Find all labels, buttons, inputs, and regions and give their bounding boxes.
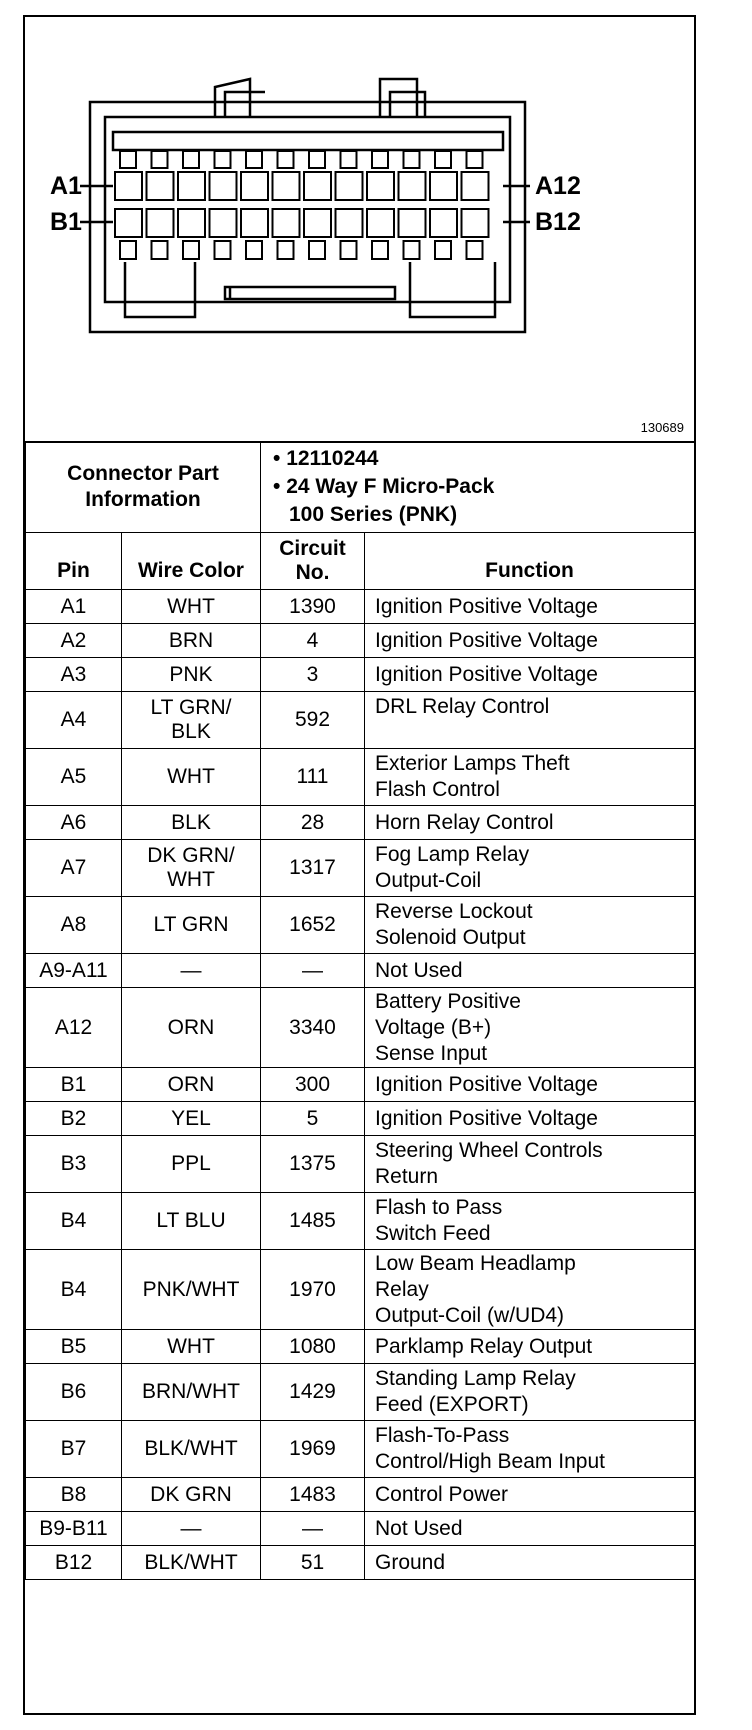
cavity-latch-top (152, 151, 168, 168)
function-cell (365, 1250, 695, 1330)
function-line: Battery Positive (375, 989, 521, 1013)
cavity-a (210, 172, 237, 200)
cavity-latch-top (246, 151, 262, 168)
cavity-a (304, 172, 331, 200)
cavity-latch-bottom (467, 241, 483, 259)
pin-cell: A7 (26, 840, 122, 897)
cavity-a (147, 172, 174, 200)
function-line: Low Beam Headlamp (375, 1251, 576, 1275)
table-row (26, 840, 695, 897)
table-row (26, 1364, 695, 1421)
cavity-a (336, 172, 363, 200)
cavity-latch-bottom (372, 241, 388, 259)
function-line: Feed (EXPORT) (375, 1393, 529, 1416)
function-line: DRL Relay Control (375, 695, 550, 718)
cavity-a (241, 172, 268, 200)
circuit-cell: 1970 (261, 1250, 365, 1330)
function-line: Fog Lamp Relay (375, 843, 530, 866)
wire-color-cell (122, 692, 261, 749)
function-line: Not Used (375, 958, 463, 982)
table-row (26, 988, 695, 1068)
wire-color-line: BLK/WHT (144, 1550, 238, 1574)
function-cell (365, 1364, 695, 1421)
function-line: Output-Coil (375, 869, 482, 892)
cavity-latch-top (341, 151, 357, 168)
circuit-cell: 3340 (261, 988, 365, 1068)
cavity-latch-bottom (215, 241, 231, 259)
function-line: Relay (375, 1277, 429, 1301)
pinout-table (25, 441, 695, 1580)
connector-figure (25, 17, 694, 443)
function-cell (365, 806, 695, 840)
pin-cell: B2 (26, 1102, 122, 1136)
table-row (26, 692, 695, 749)
cavity-b (430, 209, 457, 237)
cavity-b (273, 209, 300, 237)
function-cell (365, 840, 695, 897)
wire-color-line: BLK (171, 810, 211, 834)
table-row (26, 954, 695, 988)
function-line: Control Power (375, 1482, 509, 1506)
header-wire-color: Wire Color (122, 533, 261, 590)
table-row (26, 1512, 695, 1546)
function-cell (365, 692, 695, 749)
function-line: Ignition Positive Voltage (375, 594, 598, 618)
wire-color-line: ORN (167, 1072, 215, 1096)
table-row (26, 1478, 695, 1512)
cavity-latch-top (435, 151, 451, 168)
table-row (26, 1421, 695, 1478)
cavity-latch-bottom (404, 241, 420, 259)
pin-cell: B7 (26, 1421, 122, 1478)
function-cell (365, 1136, 695, 1193)
cavity-b (367, 209, 394, 237)
function-line: Ignition Positive Voltage (375, 628, 598, 652)
wire-color-cell (122, 1136, 261, 1193)
pin-cell: B1 (26, 1068, 122, 1102)
circuit-cell: 300 (261, 1068, 365, 1102)
cavity-a (399, 172, 426, 200)
circuit-cell: 1317 (261, 840, 365, 897)
cavity-b (115, 209, 142, 237)
wire-color-line: WHT (167, 1334, 215, 1358)
wire-color-line: BRN/WHT (142, 1380, 240, 1403)
label-a1: A1 (50, 172, 82, 200)
function-line: Voltage (B+) (375, 1015, 492, 1039)
cavity-a (178, 172, 205, 200)
table-row (26, 1136, 695, 1193)
circuit-cell: 1080 (261, 1330, 365, 1364)
function-line: Ignition Positive Voltage (375, 662, 598, 686)
table-row (26, 897, 695, 954)
circuit-cell: 3 (261, 658, 365, 692)
cavity-b (241, 209, 268, 237)
cavity-a (367, 172, 394, 200)
function-line: Not Used (375, 1516, 463, 1540)
pin-cell: A8 (26, 897, 122, 954)
cavity-latch-top (278, 151, 294, 168)
wire-color-cell (122, 624, 261, 658)
header-circuit-line1: Circuit (279, 537, 346, 560)
cavity-latch-bottom (246, 241, 262, 259)
function-cell (365, 954, 695, 988)
function-line: Ground (375, 1550, 446, 1574)
label-b12: B12 (535, 208, 581, 236)
wire-color-line: PPL (171, 1152, 211, 1175)
connector-info-details (261, 442, 695, 533)
cavity-latch-bottom (120, 241, 136, 259)
function-cell (365, 1421, 695, 1478)
cavity-latch-bottom (183, 241, 199, 259)
pin-cell: A4 (26, 692, 122, 749)
cavity-latch-bottom (152, 241, 168, 259)
function-line: Ignition Positive Voltage (375, 1106, 598, 1130)
function-cell (365, 1546, 695, 1580)
function-line: Flash Control (375, 778, 500, 801)
table-header-row (26, 533, 695, 590)
pin-cell: B4 (26, 1250, 122, 1330)
wire-color-cell (122, 1068, 261, 1102)
function-line: Exterior Lamps Theft (375, 752, 570, 775)
table-row (26, 1068, 695, 1102)
function-line: Parklamp Relay Output (375, 1334, 593, 1358)
connector-info-row (26, 442, 695, 533)
wire-color-cell (122, 988, 261, 1068)
wire-color-line: WHT (167, 594, 215, 618)
wire-color-cell (122, 1330, 261, 1364)
part-number: 12110244 (286, 447, 379, 470)
cavity-latch-top (183, 151, 199, 168)
wire-color-cell (122, 806, 261, 840)
pin-cell: B4 (26, 1193, 122, 1250)
table-row (26, 749, 695, 806)
bullet-icon: • (273, 447, 281, 470)
cavity-latch-top (215, 151, 231, 168)
function-line: Steering Wheel Controls (375, 1139, 603, 1162)
function-line: Ignition Positive Voltage (375, 1072, 598, 1096)
circuit-cell: — (261, 1512, 365, 1546)
cavity-b (210, 209, 237, 237)
pin-cell: A9-A11 (26, 954, 122, 988)
cavity-a (462, 172, 489, 200)
figure-number: 130689 (640, 420, 684, 435)
pin-cell: B3 (26, 1136, 122, 1193)
table-row (26, 806, 695, 840)
label-a12: A12 (535, 172, 581, 200)
wire-color-cell (122, 1364, 261, 1421)
cavity-b (147, 209, 174, 237)
pin-cell: B5 (26, 1330, 122, 1364)
connector-info-title-cell (26, 442, 261, 533)
function-cell (365, 624, 695, 658)
connector-description-line2: 100 Series (PNK) (289, 503, 458, 526)
circuit-cell: 1485 (261, 1193, 365, 1250)
circuit-cell: 111 (261, 749, 365, 806)
table-row (26, 1193, 695, 1250)
function-line: Reverse Lockout (375, 900, 533, 923)
connector-face-diagram (25, 17, 694, 441)
function-cell (365, 749, 695, 806)
cavity-latch-bottom (435, 241, 451, 259)
table-row (26, 1546, 695, 1580)
wire-color-line: BRN (168, 628, 214, 652)
table-row (26, 1250, 695, 1330)
table-row (26, 590, 695, 624)
cavity-latch-top (467, 151, 483, 168)
circuit-cell: 1390 (261, 590, 365, 624)
pin-cell: B9-B11 (26, 1512, 122, 1546)
function-line: Control/High Beam Input (375, 1450, 605, 1473)
wire-color-cell (122, 840, 261, 897)
wire-color-cell (122, 590, 261, 624)
circuit-cell: 1429 (261, 1364, 365, 1421)
cavity-b (336, 209, 363, 237)
wire-color-line: YEL (171, 1106, 211, 1130)
pin-cell: A3 (26, 658, 122, 692)
wire-color-cell (122, 1512, 261, 1546)
wire-color-line: DK GRN/ (147, 844, 235, 867)
header-function: Function (365, 533, 695, 590)
function-line: Solenoid Output (375, 926, 526, 949)
function-line: Sense Input (375, 1041, 488, 1065)
header-pin: Pin (26, 533, 122, 590)
wire-color-line: WHT (167, 765, 215, 788)
wire-color-line: — (180, 1516, 202, 1540)
circuit-cell: 1483 (261, 1478, 365, 1512)
function-cell (365, 1068, 695, 1102)
cavity-b (178, 209, 205, 237)
bullet-icon: • (273, 475, 281, 498)
pin-cell: A5 (26, 749, 122, 806)
connector-sheet (23, 15, 696, 1715)
function-cell (365, 897, 695, 954)
wire-color-line: LT GRN (153, 913, 229, 936)
pin-cell: A6 (26, 806, 122, 840)
wire-color-cell (122, 1102, 261, 1136)
wire-color-cell (122, 1250, 261, 1330)
function-cell (365, 1102, 695, 1136)
function-line: Flash-To-Pass (375, 1424, 510, 1447)
function-line (375, 720, 694, 746)
header-circuit-line2: No. (295, 561, 330, 584)
wire-color-line: PNK (169, 662, 213, 686)
connector-info-title-line2: Information (85, 488, 201, 511)
wire-color-cell (122, 749, 261, 806)
pin-cell: B8 (26, 1478, 122, 1512)
circuit-cell: 592 (261, 692, 365, 749)
header-circuit (261, 533, 365, 590)
wire-color-line: — (180, 958, 202, 982)
cavity-a (273, 172, 300, 200)
circuit-cell: 4 (261, 624, 365, 658)
wire-color-line: ORN (167, 1015, 215, 1039)
wire-color-cell (122, 1546, 261, 1580)
cavity-latch-bottom (309, 241, 325, 259)
cavity-latch-top (372, 151, 388, 168)
cavity-a (115, 172, 142, 200)
cavity-b (304, 209, 331, 237)
function-line: Flash to Pass (375, 1196, 503, 1219)
table-row (26, 658, 695, 692)
circuit-cell: 1969 (261, 1421, 365, 1478)
circuit-cell: 5 (261, 1102, 365, 1136)
wire-color-cell (122, 1193, 261, 1250)
table-row (26, 1330, 695, 1364)
function-cell (365, 590, 695, 624)
wire-color-cell (122, 954, 261, 988)
connector-description-line1: 24 Way F Micro-Pack (286, 475, 495, 498)
cavity-b (399, 209, 426, 237)
function-cell (365, 988, 695, 1068)
circuit-cell: 51 (261, 1546, 365, 1580)
cavity-b (462, 209, 489, 237)
circuit-cell: 28 (261, 806, 365, 840)
wire-color-cell (122, 1421, 261, 1478)
wire-color-line: LT BLU (156, 1209, 226, 1232)
pin-cell: A2 (26, 624, 122, 658)
cavity-latch-top (309, 151, 325, 168)
connector-info-title-line1: Connector Part (67, 462, 219, 485)
function-line: Switch Feed (375, 1222, 491, 1245)
function-cell (365, 1478, 695, 1512)
function-cell (365, 658, 695, 692)
function-line: Output-Coil (w/UD4) (375, 1303, 565, 1327)
cavity-a (430, 172, 457, 200)
wire-color-line: BLK (171, 720, 211, 743)
wire-color-line: BLK/WHT (144, 1437, 238, 1460)
cavity-latch-bottom (341, 241, 357, 259)
function-cell (365, 1512, 695, 1546)
wire-color-line: WHT (167, 868, 215, 891)
cavity-latch-top (120, 151, 136, 168)
circuit-cell: 1652 (261, 897, 365, 954)
wire-color-line: LT GRN/ (150, 696, 232, 719)
pin-cell: B6 (26, 1364, 122, 1421)
pin-cell: B12 (26, 1546, 122, 1580)
cavity-latch-top (404, 151, 420, 168)
wire-color-cell (122, 897, 261, 954)
wire-color-cell (122, 658, 261, 692)
wire-color-line: PNK/WHT (142, 1277, 240, 1301)
table-row (26, 1102, 695, 1136)
wire-color-cell (122, 1478, 261, 1512)
label-b1: B1 (50, 208, 82, 236)
function-line: Standing Lamp Relay (375, 1367, 576, 1390)
function-cell (365, 1330, 695, 1364)
wire-color-line: DK GRN (150, 1482, 232, 1506)
table-row (26, 624, 695, 658)
circuit-cell: — (261, 954, 365, 988)
function-line: Horn Relay Control (375, 810, 554, 834)
function-line: Return (375, 1165, 439, 1188)
pin-cell: A12 (26, 988, 122, 1068)
pin-cell: A1 (26, 590, 122, 624)
function-cell (365, 1193, 695, 1250)
circuit-cell: 1375 (261, 1136, 365, 1193)
cavity-latch-bottom (278, 241, 294, 259)
